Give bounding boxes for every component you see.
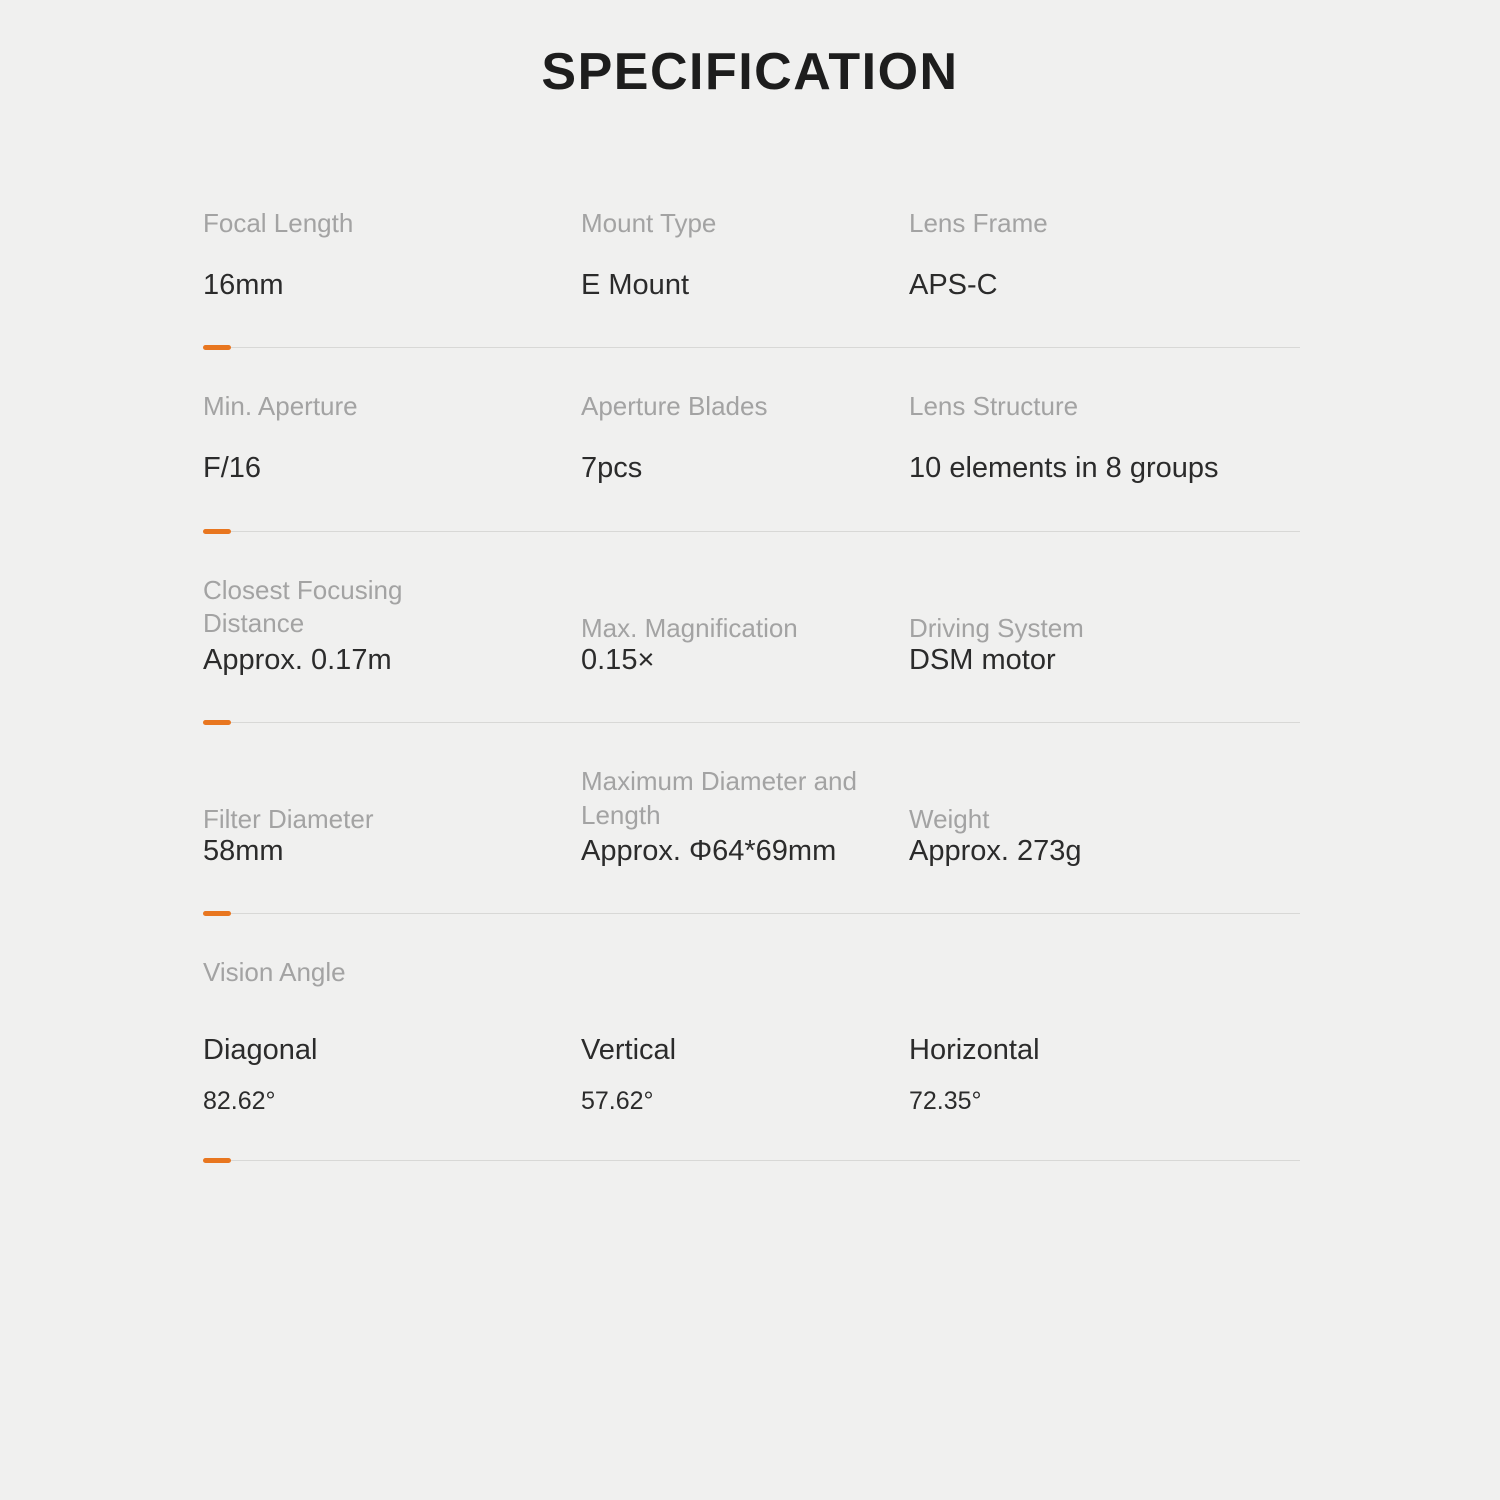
vision-angle-label: Vision Angle — [203, 957, 346, 987]
spec-row — [203, 390, 1300, 531]
spec-label: Closest Focusing Distance — [203, 574, 403, 639]
row-divider — [203, 722, 1300, 723]
vision-angle-name: Vertical — [581, 1033, 677, 1066]
row-divider — [203, 1160, 1300, 1161]
vision-angle-item — [203, 1034, 581, 1116]
spec-cell — [909, 574, 1300, 678]
spec-cell — [581, 574, 909, 678]
row-divider — [203, 531, 1300, 532]
spec-cell — [909, 207, 1300, 303]
vision-angle-value: 82.62° — [203, 1086, 276, 1115]
spec-label: Aperture Blades — [581, 391, 768, 422]
vision-angle-item — [581, 1034, 909, 1116]
spec-label: Weight — [909, 803, 990, 834]
spec-value: 7pcs — [581, 452, 643, 485]
spec-cell — [581, 765, 909, 869]
row-divider — [203, 347, 1300, 348]
spec-label: Focal Length — [203, 208, 354, 238]
spec-value: F/16 — [203, 452, 262, 485]
spec-cell — [909, 390, 1300, 486]
spec-cell — [203, 207, 581, 303]
divider-accent-marker — [203, 720, 231, 725]
spec-row — [203, 765, 1300, 914]
spec-value: APS-C — [909, 269, 998, 301]
spec-label: Mount Type — [581, 208, 717, 238]
spec-cell — [581, 390, 909, 486]
spec-value: Approx. Φ64*69mm — [581, 834, 837, 867]
row-divider — [203, 913, 1300, 914]
spec-value: Approx. 0.17m — [203, 643, 392, 676]
spec-value: DSM motor — [909, 643, 1056, 676]
spec-value: Approx. 273g — [909, 834, 1082, 867]
divider-accent-marker — [203, 911, 231, 916]
spec-value: E Mount — [581, 269, 689, 301]
spec-label: Max. Magnification — [581, 612, 798, 643]
spec-label: Lens Structure — [909, 391, 1079, 422]
spec-cell — [581, 207, 909, 303]
spec-value: 0.15× — [581, 643, 655, 676]
spec-row — [203, 574, 1300, 723]
vision-angle-name: Diagonal — [203, 1033, 318, 1066]
spec-cell — [203, 765, 581, 869]
spec-value: 58mm — [203, 834, 284, 867]
divider-accent-marker — [203, 1158, 231, 1163]
page-title: SPECIFICATION — [541, 43, 959, 101]
spec-cell — [203, 574, 581, 678]
spec-label: Min. Aperture — [203, 391, 358, 422]
spec-label: Maximum Diameter and Length — [581, 765, 857, 830]
vision-angle-value: 72.35° — [909, 1086, 982, 1115]
vision-angle-name: Horizontal — [909, 1033, 1040, 1066]
spec-row — [203, 207, 1300, 348]
spec-label: Lens Frame — [909, 208, 1048, 238]
divider-accent-marker — [203, 345, 231, 350]
spec-label: Driving System — [909, 612, 1084, 643]
spec-cell — [203, 390, 581, 486]
divider-accent-marker — [203, 529, 231, 534]
vision-angle-value: 57.62° — [581, 1086, 654, 1115]
vision-angle-item — [909, 1034, 1300, 1116]
spec-cell — [909, 765, 1300, 869]
spec-label: Filter Diameter — [203, 803, 374, 834]
spec-value: 10 elements in 8 groups — [909, 452, 1219, 485]
spec-row-vision-angle — [203, 956, 1300, 1161]
spec-value: 16mm — [203, 269, 284, 301]
spec-table — [0, 207, 1500, 1161]
